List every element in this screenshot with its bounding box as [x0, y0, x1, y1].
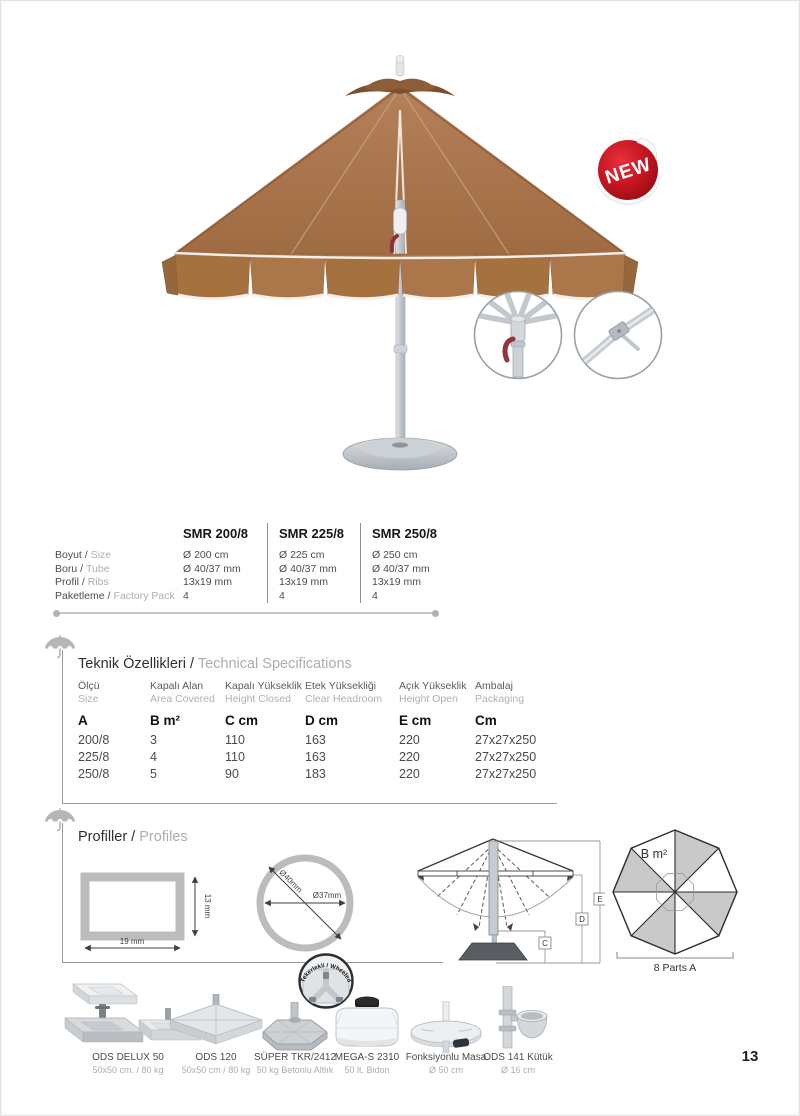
tech-specs-table — [78, 680, 572, 783]
col-unit: C cm — [225, 713, 259, 728]
cell: 3 — [150, 733, 157, 747]
dimension-labels — [539, 893, 605, 949]
product-spec: Ø 16 cm — [500, 1065, 535, 1075]
section-divider — [57, 612, 435, 614]
rect-width-label: 19 mm — [119, 937, 145, 946]
page-number: 13 — [741, 1048, 759, 1065]
product-name: MEGA-S 2310 — [334, 1052, 400, 1063]
cell: 163 — [305, 750, 326, 764]
dim-c-label: C — [542, 939, 548, 948]
cell: 200/8 — [78, 733, 110, 747]
octagon-area-label: B m² — [640, 847, 668, 861]
product-spec: 50x50 cm. / 80 kg — [92, 1065, 164, 1075]
cell: Ø 225 cm — [267, 549, 360, 563]
cell: 4 — [360, 590, 447, 604]
cell: 163 — [305, 733, 326, 747]
rib-joint-detail-image — [572, 289, 664, 381]
product-name: ODS 141 Kütük — [483, 1052, 553, 1063]
col-unit: E cm — [399, 713, 432, 728]
product-name: ODS DELUX 50 — [92, 1052, 164, 1063]
cell: 27x27x250 — [475, 767, 537, 781]
dim-e-label: E — [597, 895, 603, 904]
section-title: Profiller / Profiles — [78, 829, 188, 845]
cell: Ø 40/37 mm — [183, 562, 241, 575]
cell: Ø 40/37 mm — [360, 563, 447, 577]
row-label: Paketleme / Factory Pack — [55, 589, 175, 602]
product-image-super-tkr — [253, 1002, 337, 1054]
row-label: Profil / Ribs — [55, 576, 109, 588]
cell: Ø 40/37 mm — [267, 563, 360, 577]
cell: 27x27x250 — [475, 750, 537, 764]
cell: 13x19 mm — [267, 576, 360, 590]
col-header-tr: Kapalı Yükseklik — [225, 680, 302, 692]
section-title: Teknik Özellikleri / Technical Specifications — [78, 656, 352, 672]
col-header-tr: Kapalı Alan — [150, 680, 204, 692]
model-header: SMR 250/8 — [360, 523, 447, 549]
col-header-en: Size — [78, 693, 99, 705]
new-sticker-icon — [592, 134, 664, 206]
col-header-tr: Ambalaj — [475, 680, 513, 692]
product-image-ods-120 — [166, 994, 266, 1052]
new-badge-label: NEW — [602, 154, 655, 189]
canopy-top-view-diagram — [607, 822, 747, 976]
col-header-tr: Açık Yükseklik — [399, 680, 467, 692]
cell: 220 — [399, 750, 420, 764]
cell: Ø 200 cm — [183, 549, 229, 561]
cell: 27x27x250 — [475, 733, 537, 747]
cell: 5 — [150, 767, 157, 781]
wheeled-badge-label: Tekerlekli / Wheeled — [300, 963, 352, 984]
inner-diameter-label: Ø37mm — [312, 891, 342, 900]
dim-d-label: D — [579, 915, 585, 924]
product-name: ODS 120 — [195, 1052, 237, 1063]
umbrella-finial — [396, 55, 404, 76]
cell: 183 — [305, 767, 326, 781]
product-spec: 50 kg Betonlu Altlık — [256, 1065, 334, 1075]
pole-hub-detail-image — [472, 289, 564, 381]
col-unit: D cm — [305, 713, 339, 728]
technical-specifications-section — [62, 650, 557, 804]
spacer — [55, 523, 180, 549]
product-spec: 50 lt. Bidon — [344, 1065, 390, 1075]
model-header: SMR 225/8 — [267, 523, 360, 549]
col-header-en: Clear Headroom — [305, 693, 383, 705]
product-name: Fonksiyonlu Masa — [405, 1052, 487, 1063]
outer-diameter-label: Ø40mm — [277, 867, 305, 895]
col-unit: A — [78, 713, 88, 728]
umbrella-vent — [345, 79, 455, 96]
product-image-mega-s — [328, 996, 406, 1052]
cell: 4 — [150, 750, 157, 764]
model-header: SMR 200/8 — [183, 526, 249, 541]
row-label: Boru / Tube — [55, 562, 110, 575]
product-image-ods-141 — [487, 986, 549, 1052]
product-caption — [456, 1051, 580, 1076]
col-header-en: Area Covered — [150, 693, 215, 705]
col-unit: Cm — [475, 713, 497, 728]
cell: 4 — [267, 590, 360, 604]
cell: 225/8 — [78, 750, 110, 764]
cell: 13x19 mm — [183, 576, 233, 588]
umbrella-base — [343, 438, 457, 470]
octagon-segments — [613, 830, 737, 954]
cell: 110 — [225, 750, 245, 764]
octagon-parts-label: 8 Parts A — [653, 962, 697, 974]
model-spec-table — [55, 523, 447, 603]
col-header-en: Height Closed — [225, 693, 291, 705]
cell: Ø 250 cm — [360, 549, 447, 563]
cell: 13x19 mm — [360, 576, 447, 590]
cell: 220 — [399, 733, 420, 747]
col-header-en: Packaging — [475, 693, 525, 705]
umbrella-dimensions-diagram — [415, 835, 605, 967]
col-header-en: Height Open — [399, 693, 458, 705]
row-label: Boyut / Size — [55, 549, 112, 561]
cell: 4 — [183, 589, 189, 602]
cell: 110 — [225, 733, 245, 747]
product-spec: Ø 50 cm — [428, 1065, 463, 1075]
cell: 90 — [225, 767, 239, 781]
cell: 220 — [399, 767, 420, 781]
col-unit: B m² — [150, 713, 180, 728]
tube-profile-diagram — [245, 843, 370, 963]
col-header-tr: Ölçü — [78, 680, 100, 692]
umbrella-product-image — [150, 50, 650, 480]
rect-height-label: 13 mm — [203, 893, 212, 919]
col-header-tr: Etek Yüksekliği — [305, 680, 377, 692]
product-spec: 50x50 cm / 80 kg — [181, 1065, 251, 1075]
product-name: SÜPER TKR/2412 — [253, 1052, 337, 1063]
product-image-fonksiyonlu-masa — [407, 1001, 485, 1053]
rib-profile-diagram — [78, 870, 213, 965]
cell: 250/8 — [78, 767, 110, 781]
